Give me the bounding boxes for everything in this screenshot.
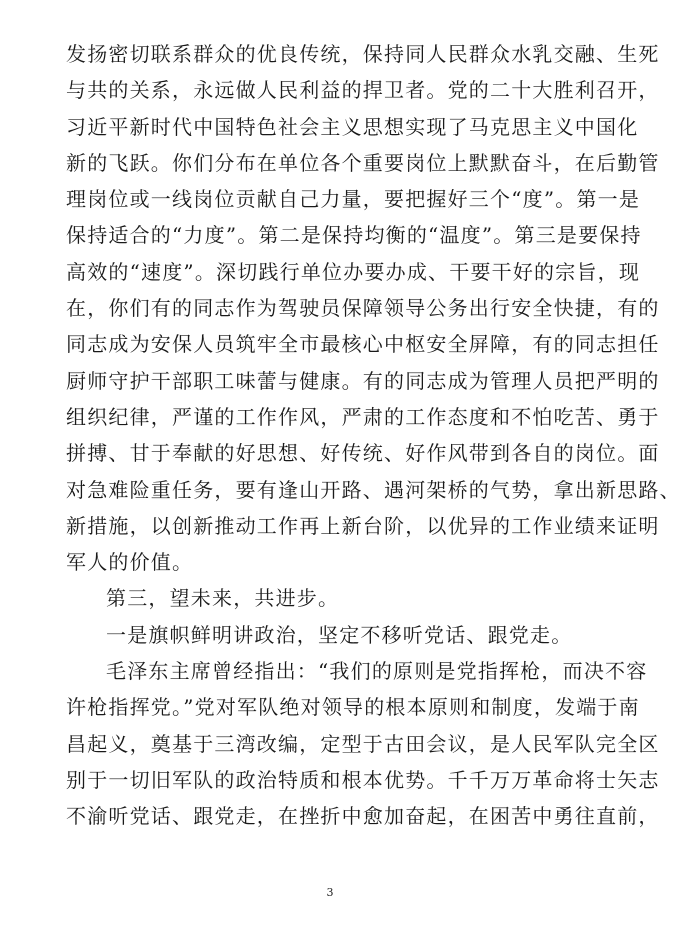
text-line-paragraph-start: 毛泽东主席曾经指出：“我们的原则是党指挥枪，而决不容 [106, 659, 648, 684]
text-line: 习近平新时代中国特色社会主义思想实现了马克思主义中国化 [66, 114, 639, 139]
body-text [66, 36, 681, 835]
text-line: 许枪指挥党。”党对军队绝对领导的根本原则和制度，发端于南 [66, 695, 640, 720]
text-line: 组织纪律，严谨的工作作风，严肃的工作态度和不怕吃苦、勇于 [66, 404, 660, 429]
subsection-heading: 一是旗帜鲜明讲政治，坚定不移听党话、跟党走。 [106, 622, 573, 647]
page-number: 3 [326, 886, 334, 899]
text-line: 理岗位或一线岗位贡献自己力量，要把握好三个“度”。第一是 [66, 187, 641, 212]
text-line: 拼搏、甘于奉献的好思想、好传统、好作风带到各自的岗位。面 [66, 441, 660, 466]
text-line: 昌起义，奠基于三湾改编，定型于古田会议，是人民军队完全区 [66, 731, 660, 756]
text-line: 新措施，以创新推动工作再上新台阶，以优异的工作业绩来证明 [66, 513, 660, 538]
text-line: 在，你们有的同志作为驾驶员保障领导公务出行安全快捷，有的 [66, 296, 660, 321]
text-line: 保持适合的“力度”。第二是保持均衡的“温度”。第三是要保持 [66, 223, 642, 248]
text-line: 对急难险重任务，要有逢山开路、遇河架桥的气势，拿出新思路、 [66, 477, 681, 502]
text-line: 同志成为安保人员筑牢全市最核心中枢安全屏障，有的同志担任 [66, 332, 660, 357]
text-line-paragraph-end: 军人的价值。 [66, 550, 194, 575]
section-heading: 第三，望未来，共进步。 [106, 586, 340, 611]
text-line: 别于一切旧军队的政治特质和根本优势。千千万万革命将士矢志 [66, 767, 660, 792]
text-line: 厨师守护干部职工味蕾与健康。有的同志成为管理人员把严明的 [66, 368, 660, 393]
text-line: 与共的关系，永远做人民利益的捍卫者。党的二十大胜利召开， [66, 78, 660, 103]
text-line: 高效的“速度”。深切践行单位办要办成、干要干好的宗旨，现 [66, 259, 641, 284]
text-line: 发扬密切联系群众的优良传统，保持同人民群众水乳交融、生死 [66, 42, 660, 66]
text-line: 不渝听党话、跟党走，在挫折中愈加奋起，在困苦中勇往直前， [66, 804, 660, 829]
text-line: 新的飞跃。你们分布在单位各个重要岗位上默默奋斗，在后勤管 [66, 150, 660, 175]
